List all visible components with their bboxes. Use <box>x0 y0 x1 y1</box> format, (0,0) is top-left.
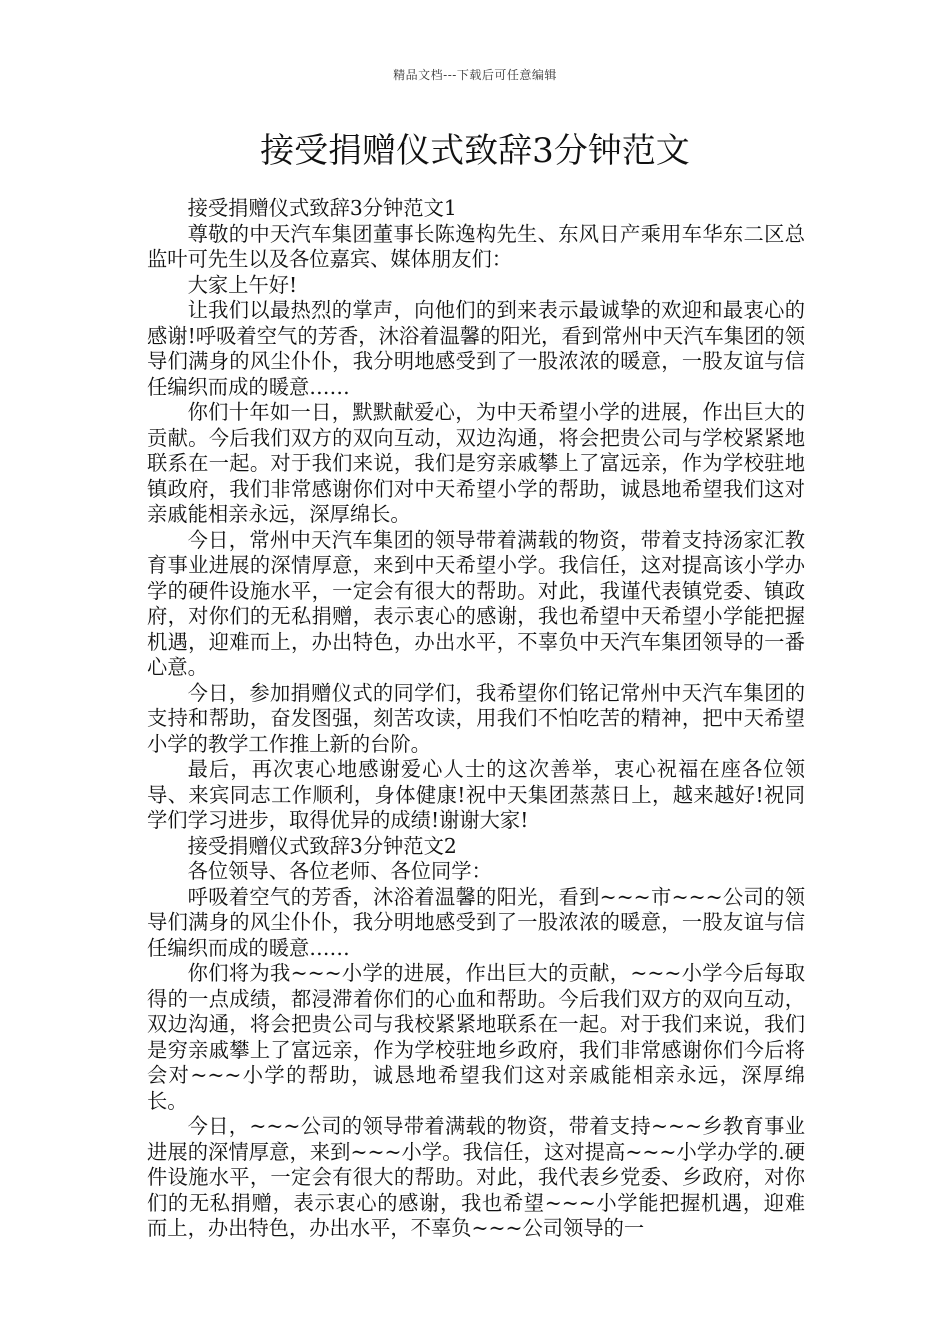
section-heading-2: 接受捐赠仪式致辞3分钟范文2 <box>187 833 457 858</box>
section-heading-1: 接受捐赠仪式致辞3分钟范文1 <box>187 196 457 220</box>
body-paragraph: 呼吸着空气的芳香，沐浴着温馨的阳光，看到~~~市~~~公司的领导们满身的风尘仆仆，我分明地感受到了一股浓浓的暖意，一股友谊与信任编织而成的暖意…… <box>147 884 805 960</box>
body-paragraph: 让我们以最热烈的掌声，向他们的到来表示最诚挚的欢迎和最衷心的感谢!呼吸着空气的芳香，沐浴着温馨的阳光，看到常州中天汽车集团的领导们满身的风尘仆仆，我分明地感受到了一股浓浓的暖意，一股友谊与信任编织而成的暖意…… <box>147 298 805 399</box>
body-paragraph: 今日，~~~公司的领导带着满载的物资，带着支持~~~乡教育事业进展的深情厚意，来到~~~小学。我信任，这对提高~~~小学办学的.硬件设施水平，一定会有很大的帮助。对此，我代表乡党委、乡政府，对你们的无私捐赠，表示衷心的感谢，我也希望~~~小学能把握机遇，迎难而上，办出特色，办出水平，不辜负~~~公司领导的一 <box>147 1114 805 1240</box>
document-title: 接受捐赠仪式致辞3分钟范文 <box>260 131 690 171</box>
closing-paragraph: 最后，再次衷心地感谢爱心人士的这次善举，衷心祝福在座各位领导、来宾同志工作顺利，身体健康!祝中天集团蒸蒸日上，越来越好!祝同学们学习进步，取得优异的成绩!谢谢大家! <box>147 757 805 832</box>
body-paragraph: 你们十年如一日，默默献爱心，为中天希望小学的进展，作出巨大的贡献。今后我们双方的双向互动，双边沟通，将会把贵公司与学校紧紧地联系在一起。对于我们来说，我们是穷亲戚攀上了富远亲，作为学校驻地镇政府，我们非常感谢你们对中天希望小学的帮助，诚恳地希望我们这对亲戚能相亲永远，深厚绵长。 <box>147 400 805 526</box>
body-paragraph: 今日，常州中天汽车集团的领导带着满载的物资，带着支持汤家汇教育事业进展的深情厚意，来到中天希望小学。我信任，这对提高该小学办学的硬件设施水平，一定会有很大的帮助。对此，我谨代表镇党委、镇政府，对你们的无私捐赠，表示衷心的感谢，我也希望中天希望小学能把握机遇，迎难而上，办出特色，办出水平，不辜负中天汽车集团领导的一番心意。 <box>147 527 805 679</box>
greeting: 大家上午好! <box>187 272 298 297</box>
salutation: 尊敬的中天汽车集团董事长陈逸构先生、东风日产乘用车华东二区总监叶可先生以及各位嘉宾、媒体朋友们： <box>147 221 805 271</box>
page-header-note: 精品文档---下载后可任意编辑 <box>393 68 557 82</box>
body-paragraph: 你们将为我~~~小学的进展，作出巨大的贡献，~~~小学今后每取得的一点成绩，都浸滞着你们的心血和帮助。今后我们双方的双向互动，双边沟通，将会把贵公司与我校紧紧地联系在一起。对于我们来说，我们是穷亲戚攀上了富远亲，作为学校驻地乡政府，我们非常感谢你们今后将会对~~~小学的帮助，诚恳地希望我们这对亲戚能相亲永远，深厚绵长。 <box>147 961 805 1113</box>
salutation: 各位领导、各位老师、各位同学： <box>187 859 492 883</box>
document-body <box>147 196 805 1242</box>
body-paragraph: 今日，参加捐赠仪式的同学们，我希望你们铭记常州中天汽车集团的支持和帮助，奋发图强，刻苦攻读，用我们不怕吃苦的精神，把中天希望小学的教学工作推上新的台阶。 <box>147 680 805 756</box>
